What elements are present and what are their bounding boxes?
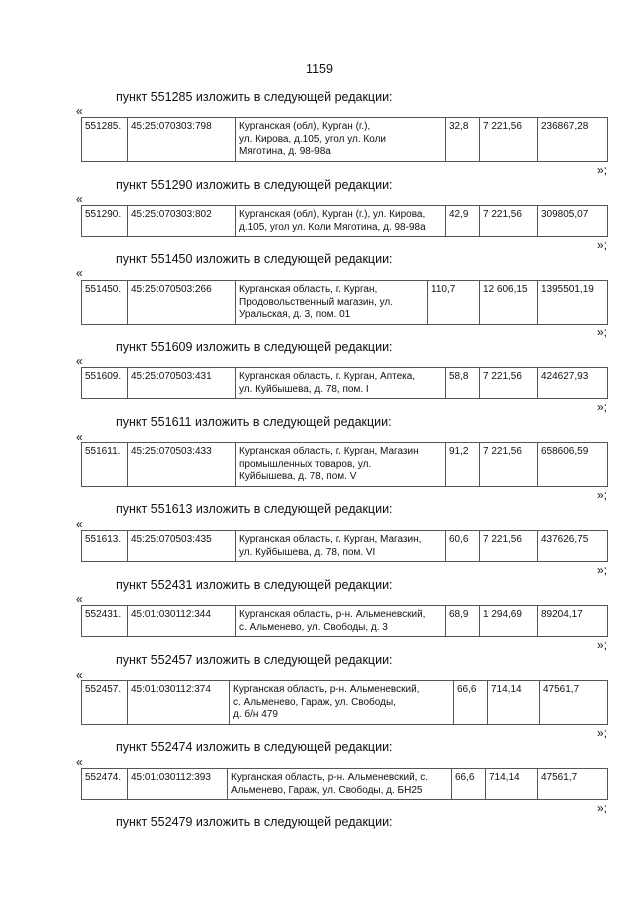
cadastral-number-cell xyxy=(128,769,228,800)
cadastral-number-cell xyxy=(128,368,236,399)
cadastral-number-cell xyxy=(128,681,230,725)
cadastral-number-cell xyxy=(128,443,236,487)
cadastral-value-cell-text: 424627,93 xyxy=(541,371,589,382)
address-cell xyxy=(236,206,446,237)
open-quote: « xyxy=(76,266,83,280)
area-cell-text: 58,8 xyxy=(449,371,469,382)
address-cell-text: Курганская (обл), Курган (г.), ул. Кирова, д.105, угол ул. Коли Мяготина, д. 98-98а xyxy=(239,209,426,233)
rate-cell xyxy=(480,206,538,237)
table-row xyxy=(82,681,608,725)
open-quote: « xyxy=(76,592,83,606)
clause-intro: пункт 551290 изложить в следующей редакции: xyxy=(116,178,393,192)
area-cell-text: 42,9 xyxy=(449,209,469,220)
item-number-cell-text: 551613. xyxy=(85,534,122,545)
address-cell-text: Курганская область, р-н. Альменевский, с. Альменево, Гараж, ул. Свободы, д. б/н 479 xyxy=(233,684,420,720)
item-number-cell-text: 551611. xyxy=(85,446,121,457)
clause-intro: пункт 551611 изложить в следующей редакции: xyxy=(116,415,392,429)
open-quote: « xyxy=(76,192,83,206)
clause-intro: пункт 551450 изложить в следующей редакции: xyxy=(116,252,393,266)
record-table xyxy=(81,680,608,725)
rate-cell xyxy=(480,368,538,399)
cadastral-value-cell-text: 658606,59 xyxy=(541,446,589,457)
cadastral-value-cell xyxy=(540,681,608,725)
record-table xyxy=(81,768,608,800)
cadastral-value-cell-text: 47561,7 xyxy=(543,684,580,695)
area-cell xyxy=(454,681,488,725)
close-quote: »; xyxy=(597,325,608,339)
area-cell-text: 110,7 xyxy=(431,284,456,295)
open-quote: « xyxy=(76,104,83,118)
table-row xyxy=(82,281,608,325)
open-quote: « xyxy=(76,668,83,682)
item-number-cell-text: 552431. xyxy=(85,609,122,620)
cadastral-value-cell xyxy=(538,606,608,637)
rate-cell-text: 714,14 xyxy=(491,684,522,695)
cadastral-value-cell xyxy=(538,118,608,162)
open-quote: « xyxy=(76,354,83,368)
cadastral-value-cell-text: 309805,07 xyxy=(541,209,589,220)
area-cell xyxy=(446,606,480,637)
rate-cell xyxy=(480,443,538,487)
table-row xyxy=(82,606,608,637)
clause-intro: пункт 552431 изложить в следующей редакции: xyxy=(116,578,393,592)
rate-cell-text: 1 294,69 xyxy=(483,609,522,620)
close-quote: »; xyxy=(597,638,608,652)
cadastral-number-cell-text: 45:01:030112:393 xyxy=(131,772,211,783)
address-cell xyxy=(236,281,428,325)
address-cell xyxy=(236,443,446,487)
open-quote: « xyxy=(76,430,83,444)
item-number-cell xyxy=(82,606,128,637)
close-quote: »; xyxy=(597,163,608,177)
address-cell-text: Курганская область, г. Курган, Магазин промышленных товаров, ул. Куйбышева, д. 78, пом. V xyxy=(239,446,419,482)
cadastral-value-cell xyxy=(538,443,608,487)
clause-intro: пункт 552457 изложить в следующей редакции: xyxy=(116,653,393,667)
area-cell-text: 32,8 xyxy=(449,121,469,132)
rate-cell xyxy=(480,531,538,562)
area-cell xyxy=(446,206,480,237)
item-number-cell xyxy=(82,769,128,800)
rate-cell-text: 7 221,56 xyxy=(483,446,522,457)
item-number-cell-text: 551290. xyxy=(85,209,122,220)
cadastral-value-cell-text: 89204,17 xyxy=(541,609,583,620)
clause-intro: пункт 551613 изложить в следующей редакции: xyxy=(116,502,393,516)
cadastral-number-cell xyxy=(128,118,236,162)
item-number-cell xyxy=(82,531,128,562)
clause-intro: пункт 551285 изложить в следующей редакции: xyxy=(116,90,393,104)
clause-intro: пункт 551609 изложить в следующей редакции: xyxy=(116,340,393,354)
rate-cell-text: 12 606,15 xyxy=(483,284,528,295)
cadastral-number-cell-text: 45:25:070303:802 xyxy=(131,209,212,220)
close-quote: »; xyxy=(597,400,608,414)
item-number-cell xyxy=(82,118,128,162)
address-cell-text: Курганская область, р-н. Альменевский, с. Альменево, ул. Свободы, д. 3 xyxy=(239,609,426,633)
table-row xyxy=(82,118,608,162)
address-cell xyxy=(236,368,446,399)
area-cell-text: 66,6 xyxy=(457,684,477,695)
area-cell xyxy=(446,368,480,399)
area-cell-text: 91,2 xyxy=(449,446,469,457)
address-cell xyxy=(228,769,452,800)
rate-cell-text: 7 221,56 xyxy=(483,371,522,382)
open-quote: « xyxy=(76,755,83,769)
area-cell xyxy=(446,118,480,162)
rate-cell-text: 7 221,56 xyxy=(483,209,522,220)
cadastral-value-cell xyxy=(538,769,608,800)
table-row xyxy=(82,769,608,800)
cadastral-number-cell-text: 45:25:070503:433 xyxy=(131,446,212,457)
area-cell-text: 68,9 xyxy=(449,609,469,620)
address-cell-text: Курганская область, г. Курган, Магазин, ул. Куйбышева, д. 78, пом. VI xyxy=(239,534,422,558)
cadastral-value-cell-text: 236867,28 xyxy=(541,121,589,132)
rate-cell xyxy=(480,606,538,637)
address-cell xyxy=(236,606,446,637)
clause-intro: пункт 552474 изложить в следующей редакции: xyxy=(116,740,393,754)
cadastral-number-cell-text: 45:25:070303:798 xyxy=(131,121,212,132)
cadastral-number-cell xyxy=(128,531,236,562)
item-number-cell-text: 552474. xyxy=(85,772,122,783)
cadastral-number-cell xyxy=(128,206,236,237)
address-cell-text: Курганская область, г. Курган, Аптека, ул. Куйбышева, д. 78, пом. I xyxy=(239,371,416,395)
record-table xyxy=(81,117,608,162)
address-cell-text: Курганская (обл), Курган (г.), ул. Кирова, д.105, угол ул. Коли Мяготина, д. 98-98а xyxy=(239,121,387,157)
cadastral-value-cell-text: 47561,7 xyxy=(541,772,578,783)
cadastral-value-cell-text: 1395501,19 xyxy=(541,284,594,295)
item-number-cell xyxy=(82,443,128,487)
record-table xyxy=(81,205,608,237)
close-quote: »; xyxy=(597,726,608,740)
rate-cell xyxy=(488,681,540,725)
address-cell-text: Курганская область, г. Курган, Продовольственный магазин, ул. Уральская, д. 3, пом. 01 xyxy=(239,284,393,320)
rate-cell-text: 7 221,56 xyxy=(483,534,522,545)
record-table xyxy=(81,530,608,562)
cadastral-value-cell xyxy=(538,206,608,237)
cadastral-number-cell-text: 45:25:070503:431 xyxy=(131,371,212,382)
cadastral-value-cell xyxy=(538,281,608,325)
page-number: 1159 xyxy=(306,62,333,76)
table-row xyxy=(82,206,608,237)
cadastral-number-cell xyxy=(128,281,236,325)
rate-cell xyxy=(480,118,538,162)
table-row xyxy=(82,531,608,562)
item-number-cell-text: 551609. xyxy=(85,371,122,382)
area-cell xyxy=(452,769,486,800)
area-cell xyxy=(446,531,480,562)
cadastral-value-cell xyxy=(538,531,608,562)
rate-cell-text: 714,14 xyxy=(489,772,520,783)
item-number-cell xyxy=(82,281,128,325)
close-quote: »; xyxy=(597,238,608,252)
item-number-cell xyxy=(82,206,128,237)
record-table xyxy=(81,367,608,399)
item-number-cell xyxy=(82,681,128,725)
table-row xyxy=(82,368,608,399)
cadastral-number-cell-text: 45:25:070503:435 xyxy=(131,534,212,545)
cadastral-value-cell xyxy=(538,368,608,399)
item-number-cell-text: 552457. xyxy=(85,684,122,695)
item-number-cell-text: 551450. xyxy=(85,284,122,295)
address-cell xyxy=(236,118,446,162)
record-table xyxy=(81,280,608,325)
rate-cell-text: 7 221,56 xyxy=(483,121,522,132)
address-cell xyxy=(230,681,454,725)
rate-cell xyxy=(480,281,538,325)
close-quote: »; xyxy=(597,488,608,502)
record-table xyxy=(81,442,608,487)
record-table xyxy=(81,605,608,637)
open-quote: « xyxy=(76,517,83,531)
area-cell-text: 60,6 xyxy=(449,534,469,545)
cadastral-value-cell-text: 437626,75 xyxy=(541,534,589,545)
cadastral-number-cell-text: 45:25:070503:266 xyxy=(131,284,212,295)
close-quote: »; xyxy=(597,563,608,577)
item-number-cell xyxy=(82,368,128,399)
area-cell xyxy=(446,443,480,487)
area-cell xyxy=(428,281,480,325)
address-cell xyxy=(236,531,446,562)
close-quote: »; xyxy=(597,801,608,815)
cadastral-number-cell xyxy=(128,606,236,637)
cadastral-number-cell-text: 45:01:030112:374 xyxy=(131,684,211,695)
rate-cell xyxy=(486,769,538,800)
area-cell-text: 66,6 xyxy=(455,772,475,783)
address-cell-text: Курганская область, р-н. Альменевский, с. Альменево, Гараж, ул. Свободы, д. БН25 xyxy=(231,772,429,796)
table-row xyxy=(82,443,608,487)
item-number-cell-text: 551285. xyxy=(85,121,122,132)
cadastral-number-cell-text: 45:01:030112:344 xyxy=(131,609,211,620)
clause-intro-final: пункт 552479 изложить в следующей редакции: xyxy=(116,815,393,829)
